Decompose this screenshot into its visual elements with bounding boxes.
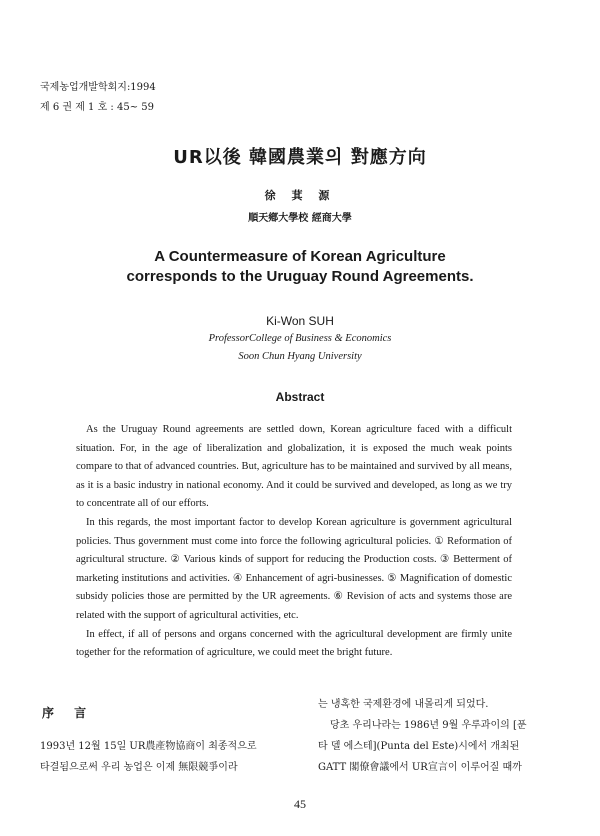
- body-text-line: GATT 閣僚會議에서 UR宣言이 이루어질 때까: [318, 762, 522, 773]
- page-number: 45: [294, 797, 306, 811]
- section-heading-introduction: 序 言: [42, 706, 95, 720]
- abstract-paragraph: In effect, if all of persons and organs concerned with the agricultural development are firmly unite together for the reformation of agriculture, we could meet the bright future.: [76, 628, 512, 659]
- left-column: [40, 736, 282, 778]
- abstract-body: [76, 421, 512, 663]
- body-text-line: 는 냉혹한 국제환경에 내몰리게 되었다.: [318, 699, 489, 710]
- body-text-line: 타 델 에스테](Punta del Este)시에서 개최된: [318, 741, 520, 752]
- body-text-line: 1993년 12월 15일 UR農產物協商이 최종적으로: [40, 741, 257, 752]
- english-author: Ki-Won SUH: [266, 314, 334, 328]
- abstract-paragraph: As the Uruguay Round agreements are settled down, Korean agriculture faced with a difficult situation. For, in the age of liberalization and globalization, it is exposed the much weak points compare to that of advanced countries. But, agriculture has to be maintained and survived by all means, as it is a basic industry in national economy. And it could be survived and developed, as long as we try to concentrate all of our efforts.: [76, 424, 512, 510]
- korean-author: 徐 萁 源: [264, 189, 336, 202]
- right-column: [318, 694, 544, 778]
- body-text-line: 당초 우리나라는 1986년 9월 우루과이의 [푼: [330, 720, 527, 731]
- english-title-line-1: A Countermeasure of Korean Agriculture: [154, 248, 446, 265]
- abstract-paragraph: In this regards, the most important factor to develop Korean agriculture is government agricultural policies. Thus government must come into force the following agricultural policies. ① Reformation of agricultural structure. ② Various kinds of support for reducing the Production costs. ③ Betterment of marketing institutions and activities. ④ Enhancement of agri-businesses. ⑤ Magnification of domestic subsidy policies those are permitted by the UR agreements. ⑥ Revision of acts and systems those are related with the support of agricultural activities, etc.: [76, 516, 512, 621]
- abstract-heading: Abstract: [275, 390, 325, 404]
- english-affiliation-line-1: ProfessorCollege of Business & Economics: [208, 333, 392, 344]
- english-title-line-2: corresponds to the Uruguay Round Agreements.: [126, 268, 474, 285]
- journal-name: 국제농업개발학회지:1994: [40, 82, 156, 93]
- korean-title: UR以後 韓國農業의 對應方向: [173, 147, 427, 168]
- journal-volume: 제 6 권 제 1 호 : 45~ 59: [40, 102, 154, 113]
- body-text-line: 타결됨으로써 우리 농업은 이제 無限競爭이라: [40, 762, 238, 773]
- english-affiliation-line-2: Soon Chun Hyang University: [238, 351, 362, 362]
- korean-affiliation: 順天鄕大學校 經商大學: [248, 213, 352, 224]
